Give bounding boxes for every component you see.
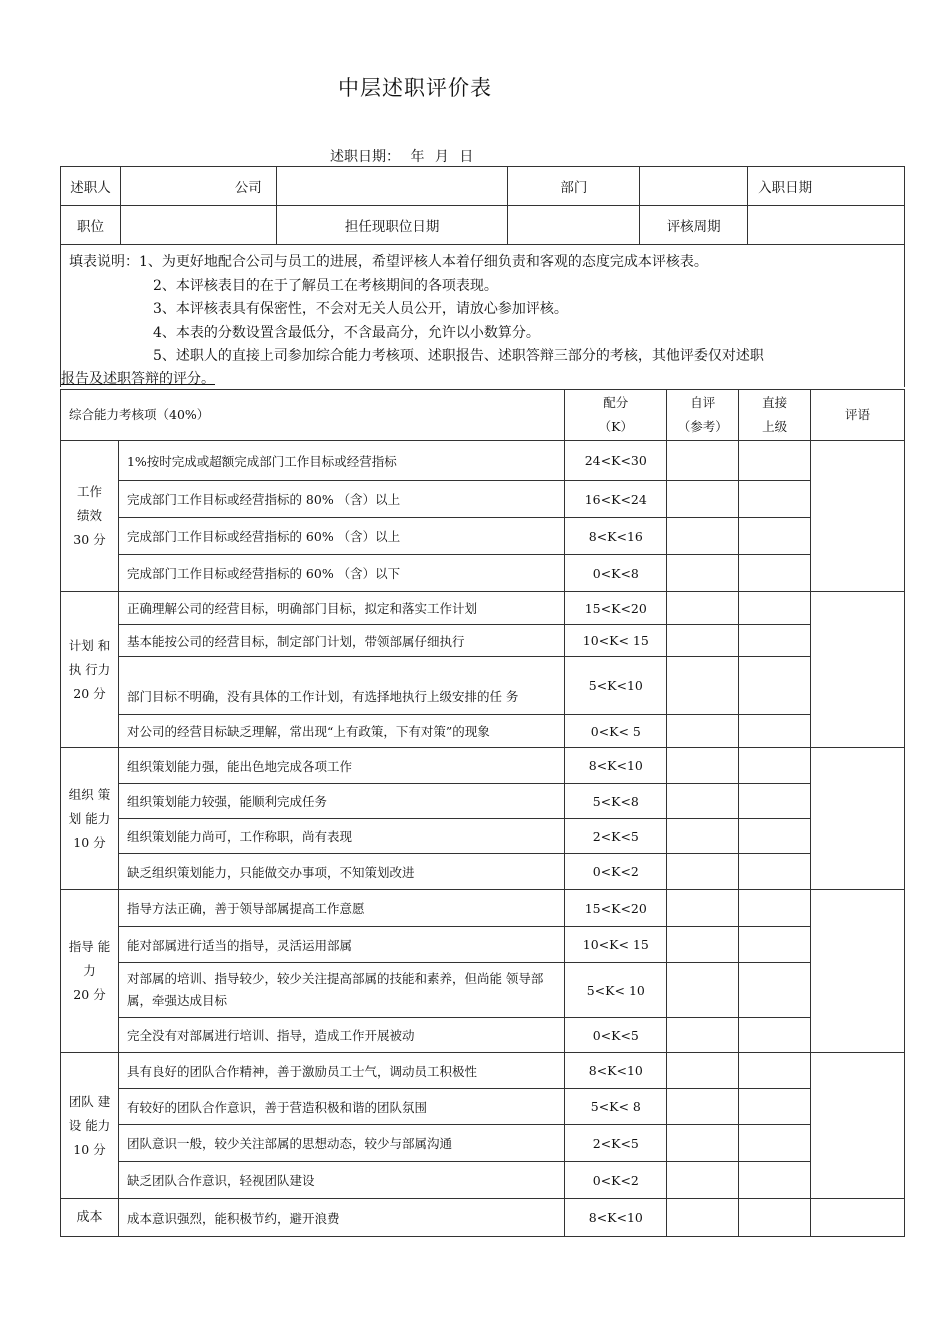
self-eval-cell[interactable] bbox=[667, 819, 739, 854]
self-eval-cell[interactable] bbox=[667, 890, 739, 927]
criterion-description: 完成部门工作目标或经营指标的 60% （含）以上 bbox=[118, 518, 564, 555]
table-row bbox=[61, 625, 905, 657]
table-row bbox=[61, 592, 905, 625]
review-date-month: 月 bbox=[434, 149, 449, 165]
section-header: 综合能力考核项（40%） bbox=[61, 390, 565, 441]
page-title: 中层述职评价表 bbox=[338, 76, 492, 100]
supervisor-cell[interactable] bbox=[739, 481, 811, 518]
table-row bbox=[61, 555, 905, 592]
instruction-item: 2、本评核表目的在于了解员工在考核期间的各项表现。 bbox=[153, 278, 498, 294]
criterion-description: 有较好的团队合作意识，善于营造积极和谐的团队氛围 bbox=[118, 1089, 564, 1125]
self-eval-cell[interactable] bbox=[667, 441, 739, 481]
company-value[interactable] bbox=[276, 167, 508, 206]
table-row bbox=[61, 927, 905, 963]
self-eval-cell[interactable] bbox=[667, 927, 739, 963]
score-range: 15<K<20 bbox=[565, 890, 667, 927]
review-date-line bbox=[330, 146, 479, 166]
self-eval-cell[interactable] bbox=[667, 1089, 739, 1125]
supervisor-cell[interactable] bbox=[739, 819, 811, 854]
criterion-description: 完全没有对部属进行培训、指导，造成工作开展被动 bbox=[118, 1018, 564, 1053]
supervisor-cell[interactable] bbox=[739, 748, 811, 784]
table-row bbox=[61, 963, 905, 1018]
self-eval-cell[interactable] bbox=[667, 1162, 739, 1199]
criterion-description: 对公司的经营目标缺乏理解，常出现“上有政策，下有对策”的现象 bbox=[118, 715, 564, 748]
criterion-description: 完成部门工作目标或经营指标的 80% （含）以上 bbox=[118, 481, 564, 518]
table-row bbox=[61, 657, 905, 715]
reporter-label: 述职人 bbox=[61, 167, 121, 206]
self-eval-cell[interactable] bbox=[667, 555, 739, 592]
self-eval-cell[interactable] bbox=[667, 784, 739, 819]
self-eval-cell[interactable] bbox=[667, 657, 739, 715]
position-start-label: 担任现职位日期 bbox=[276, 206, 508, 245]
supervisor-cell[interactable] bbox=[739, 1053, 811, 1089]
score-header: 配分 （K） bbox=[565, 390, 667, 441]
supervisor-cell[interactable] bbox=[739, 715, 811, 748]
self-eval-cell[interactable] bbox=[667, 625, 739, 657]
criterion-description: 正确理解公司的经营目标，明确部门目标，拟定和落实工作计划 bbox=[118, 592, 564, 625]
table-row bbox=[61, 441, 905, 481]
category-name: 成本 bbox=[61, 1199, 119, 1237]
table-row bbox=[61, 1018, 905, 1053]
criterion-description: 对部属的培训、指导较少，较少关注提高部属的技能和素养，但尚能 领导部属，牵强达成目标 bbox=[118, 963, 564, 1018]
score-range: 0<K<2 bbox=[565, 1162, 667, 1199]
criterion-description: 组织策划能力强，能出色地完成各项工作 bbox=[118, 748, 564, 784]
table-row bbox=[61, 819, 905, 854]
score-range: 0<K< 5 bbox=[565, 715, 667, 748]
supervisor-cell[interactable] bbox=[739, 555, 811, 592]
comment-cell[interactable] bbox=[811, 1199, 905, 1237]
score-range: 5<K<8 bbox=[565, 784, 667, 819]
supervisor-cell[interactable] bbox=[739, 854, 811, 890]
score-range: 2<K<5 bbox=[565, 1125, 667, 1162]
review-date-day: 日 bbox=[459, 149, 474, 165]
category-name: 组织 策 划 能力 10 分 bbox=[61, 748, 119, 890]
score-range: 0<K<5 bbox=[565, 1018, 667, 1053]
score-range: 8<K<16 bbox=[565, 518, 667, 555]
self-eval-cell[interactable] bbox=[667, 1199, 739, 1237]
score-range: 10<K< 15 bbox=[565, 625, 667, 657]
self-eval-cell[interactable] bbox=[667, 1125, 739, 1162]
review-date-label: 述职日期： bbox=[330, 149, 400, 165]
comment-cell[interactable] bbox=[811, 441, 905, 592]
comment-cell[interactable] bbox=[811, 748, 905, 890]
supervisor-cell[interactable] bbox=[739, 1018, 811, 1053]
table-row bbox=[61, 748, 905, 784]
self-eval-cell[interactable] bbox=[667, 854, 739, 890]
position-start-value[interactable] bbox=[508, 206, 640, 245]
info-table bbox=[60, 166, 905, 245]
review-period-value[interactable] bbox=[748, 206, 905, 245]
table-row bbox=[61, 1199, 905, 1237]
self-eval-cell[interactable] bbox=[667, 518, 739, 555]
criterion-description: 能对部属进行适当的指导，灵活运用部属 bbox=[118, 927, 564, 963]
table-row bbox=[61, 784, 905, 819]
instructions-prefix: 填表说明： bbox=[69, 254, 139, 270]
evaluation-table bbox=[60, 389, 905, 1237]
department-label: 部门 bbox=[508, 167, 640, 206]
comment-cell[interactable] bbox=[811, 1053, 905, 1199]
criterion-description: 基本能按公司的经营目标，制定部门计划，带领部属仔细执行 bbox=[118, 625, 564, 657]
self-eval-header: 自评 （参考） bbox=[667, 390, 739, 441]
review-date-year: 年 bbox=[410, 149, 425, 165]
position-value[interactable] bbox=[120, 206, 276, 245]
criterion-description: 完成部门工作目标或经营指标的 60% （含）以下 bbox=[118, 555, 564, 592]
table-row bbox=[61, 854, 905, 890]
table-row bbox=[61, 1053, 905, 1089]
table-row bbox=[61, 518, 905, 555]
score-range: 0<K<8 bbox=[565, 555, 667, 592]
criterion-description: 组织策划能力较强，能顺利完成任务 bbox=[118, 784, 564, 819]
table-row bbox=[61, 715, 905, 748]
instruction-item: 4、本表的分数设置含最低分，不含最高分，允许以小数算分。 bbox=[153, 325, 540, 341]
score-range: 5<K< 8 bbox=[565, 1089, 667, 1125]
score-range: 5<K< 10 bbox=[565, 963, 667, 1018]
position-label: 职位 bbox=[61, 206, 121, 245]
review-period-label: 评核周期 bbox=[640, 206, 748, 245]
company-label: 公司 bbox=[120, 167, 276, 206]
table-row bbox=[61, 1089, 905, 1125]
supervisor-cell[interactable] bbox=[739, 1125, 811, 1162]
score-range: 8<K<10 bbox=[565, 1199, 667, 1237]
criterion-description: 组织策划能力尚可，工作称职，尚有表现 bbox=[118, 819, 564, 854]
score-range: 10<K< 15 bbox=[565, 927, 667, 963]
instruction-item: 1、为更好地配合公司与员工的进展，希望评核人本着仔细负责和客观的态度完成本评核表。 bbox=[139, 254, 708, 270]
self-eval-cell[interactable] bbox=[667, 963, 739, 1018]
supervisor-cell[interactable] bbox=[739, 1089, 811, 1125]
supervisor-cell[interactable] bbox=[739, 592, 811, 625]
table-row bbox=[61, 1125, 905, 1162]
hire-date-label: 入职日期 bbox=[748, 167, 905, 206]
instructions bbox=[60, 245, 905, 387]
supervisor-cell[interactable] bbox=[739, 518, 811, 555]
score-range: 8<K<10 bbox=[565, 1053, 667, 1089]
comment-cell[interactable] bbox=[811, 890, 905, 1053]
category-name: 计划 和 执 行力 20 分 bbox=[61, 592, 119, 748]
instruction-continuation: 报告及述职答辩的评分。 bbox=[61, 371, 215, 387]
criterion-description: 具有良好的团队合作精神，善于激励员工士气，调动员工积极性 bbox=[118, 1053, 564, 1089]
supervisor-cell[interactable] bbox=[739, 625, 811, 657]
score-range: 16<K<24 bbox=[565, 481, 667, 518]
criterion-description: 缺乏团队合作意识，轻视团队建设 bbox=[118, 1162, 564, 1199]
supervisor-header: 直接 上级 bbox=[739, 390, 811, 441]
supervisor-cell[interactable] bbox=[739, 784, 811, 819]
criterion-description: 指导方法正确，善于领导部属提高工作意愿 bbox=[118, 890, 564, 927]
comment-cell[interactable] bbox=[811, 592, 905, 748]
supervisor-cell[interactable] bbox=[739, 890, 811, 927]
table-row bbox=[61, 481, 905, 518]
category-name: 指导 能 力 20 分 bbox=[61, 890, 119, 1053]
score-range: 8<K<10 bbox=[565, 748, 667, 784]
supervisor-cell[interactable] bbox=[739, 1199, 811, 1237]
instruction-item: 3、本评核表具有保密性，不会对无关人员公开，请放心参加评核。 bbox=[153, 301, 568, 317]
instruction-item: 5、述职人的直接上司参加综合能力考核项、述职报告、述职答辩三部分的考核，其他评委仅对述职 bbox=[153, 348, 764, 364]
self-eval-cell[interactable] bbox=[667, 715, 739, 748]
score-range: 2<K<5 bbox=[565, 819, 667, 854]
criterion-description: 部门目标不明确，没有具体的工作计划，有选择地执行上级安排的任 务 bbox=[118, 657, 564, 715]
supervisor-cell[interactable] bbox=[739, 1162, 811, 1199]
score-range: 5<K<10 bbox=[565, 657, 667, 715]
criterion-description: 成本意识强烈，能积极节约，避开浪费 bbox=[118, 1199, 564, 1237]
self-eval-cell[interactable] bbox=[667, 481, 739, 518]
self-eval-cell[interactable] bbox=[667, 1053, 739, 1089]
criterion-description: 1%按时完成或超额完成部门工作目标或经营指标 bbox=[118, 441, 564, 481]
table-row bbox=[61, 890, 905, 927]
supervisor-cell[interactable] bbox=[739, 441, 811, 481]
comment-header: 评语 bbox=[811, 390, 905, 441]
score-range: 24<K<30 bbox=[565, 441, 667, 481]
criterion-description: 缺乏组织策划能力，只能做交办事项，不知策划改进 bbox=[118, 854, 564, 890]
supervisor-cell[interactable] bbox=[739, 927, 811, 963]
self-eval-cell[interactable] bbox=[667, 1018, 739, 1053]
self-eval-cell[interactable] bbox=[667, 592, 739, 625]
supervisor-cell[interactable] bbox=[739, 657, 811, 715]
score-range: 0<K<2 bbox=[565, 854, 667, 890]
criterion-description: 团队意识一般，较少关注部属的思想动态，较少与部属沟通 bbox=[118, 1125, 564, 1162]
department-value[interactable] bbox=[640, 167, 748, 206]
category-name: 工作 绩效 30 分 bbox=[61, 441, 119, 592]
category-name: 团队 建 设 能力 10 分 bbox=[61, 1053, 119, 1199]
self-eval-cell[interactable] bbox=[667, 748, 739, 784]
table-row bbox=[61, 1162, 905, 1199]
supervisor-cell[interactable] bbox=[739, 963, 811, 1018]
score-range: 15<K<20 bbox=[565, 592, 667, 625]
